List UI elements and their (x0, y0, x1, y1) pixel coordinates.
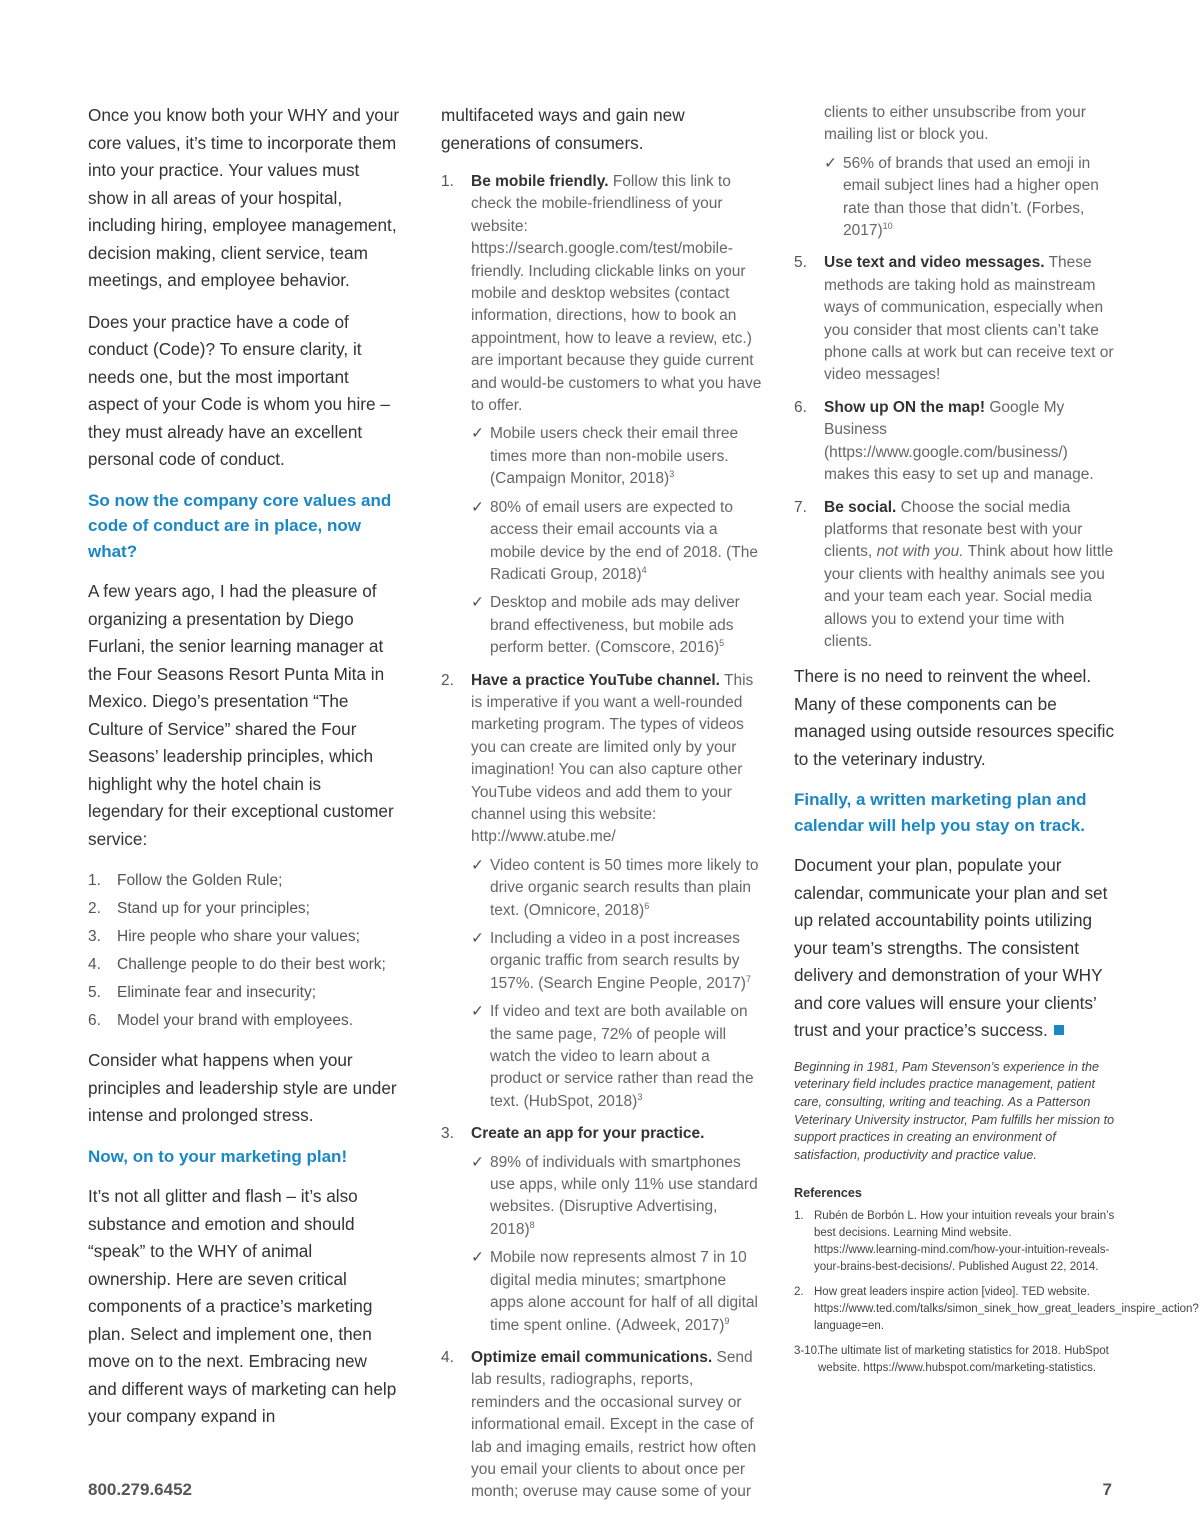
references-title: References (794, 1186, 862, 1201)
tip-create-app: 3. Create an app for your practice. ✓ 89% of individuals with smartphones use apps, while only 11% use standard websites. (Disruptive Advertising, 2018)$^8$ ✓ Mobile now represents almost 7 in 10 digital media minutes; smartphone apps alone account for half of all digital time spent online. (Adweek, 2017)$^9$ (441, 1123, 763, 1337)
closing-paragraph: Document your plan, populate your calendar, communicate your plan and set up related accountability points utilizing your team’s strengths. The consistent delivery and demonstration of your WHY and core values will ensure your clients’ trust and your practice’s success. (794, 855, 1108, 1041)
tip-title: Create an app for your practice. (471, 1125, 705, 1143)
principles-list (88, 867, 400, 1035)
check-item: ✓ Including a video in a post increases organic traffic from search results by 157%. (Search Engine People, 2017)$^7$ (471, 930, 751, 992)
paragraph: A few years ago, I had the pleasure of organizing a presentation by Diego Furlani, the senior learning manager at the Four Seasons Resort Punta Mita in Mexico. Diego’s presentation “The Culture of Service” shared the Four Seasons’ leadership principles, which highlight why the hotel chain is legendary for their exceptional customer service: (88, 581, 394, 849)
author-bio: Beginning in 1981, Pam Stevenson’s experience in the veterinary field includes practice management, patient care, consulting, writing and teaching. As a Patterson Veterinary University instructor, Pam fulfills her mission to support practices in creating an environment of satisfaction, productivity and practice value. (794, 1059, 1115, 1162)
paragraph: Does your practice have a code of conduct (Code)? To ensure clarity, it needs one, but the most important aspect of your Code is whom you hire – they must already have an excellent personal code of conduct. (88, 311, 390, 469)
column-right (794, 102, 1199, 1385)
list-item: 4. Challenge people to do their best work; (88, 956, 386, 973)
section-heading: Finally, a written marketing plan and calendar will help you stay on track. (794, 790, 1087, 835)
checkmark-icon: ✓ (471, 1153, 484, 1171)
marketing-tips-list-continued (794, 102, 1116, 653)
paragraph: Once you know both your WHY and your core values, it’s time to incorporate them into your practice. Your values must show in all areas of your hospital, including hiring, employee management, decision making, client service, team meetings, and employee behavior. (88, 105, 400, 290)
tip-show-up-on-map: 6. Show up ON the map! Google My Business (https://www.google.com/business/) makes this easy to set up and manage. (794, 398, 1094, 484)
checkmark-icon: ✓ (471, 1249, 484, 1267)
checkmark-icon: ✓ (471, 425, 484, 443)
checkmark-icon: ✓ (471, 498, 484, 516)
tip-mobile-friendly: 1. Be mobile friendly. Follow this link to check the mobile-friendliness of your website: https://search.google.com/test/mobile-friendly. Including clickable links on your mobile and desktop websites (contact information, directions, how to book an appointment, how to leave a review, etc.) are important because they guide current and would-be customers to what you have to offer. ✓ Mobile users check their email three times more than non-mobile users. (Campaign Monitor, 2018)$^3$ ✓ 80% of email users are expected to access their email accounts via a mobile device by the end of 2018. (The Radicati Group, 2018)$^4$ ✓ Desktop and mobile ads may deliver brand effectiveness, but mobile ads perform better. (Comscore, 2016)$^5$ (441, 171, 763, 660)
tip-be-social: 7. Be social. Choose the social media platforms that resonate best with your clients, not with you. Think about how little your clients with healthy animals see you and your team each year. Social media allows you to extend your time with clients. (794, 498, 1114, 650)
check-item: ✓ Desktop and mobile ads may deliver brand effectiveness, but mobile ads perform better. (Comscore, 2016)$^5$ (471, 594, 740, 657)
marketing-tips-list (441, 171, 763, 1504)
references-list (794, 1208, 1199, 1377)
tip-youtube-channel: 2. Have a practice YouTube channel. This is imperative if you want a well-rounded marketing program. The types of videos you can create are limited only by your imagination! You can also capture other YouTube videos and add them to your channel using this website: http://www.atube.me/ ✓ Video content is 50 times more likely to drive organic search results than plain text. (Omnicore, 2018)$^6$ ✓ Including a video in a post increases organic traffic from search results by 157%. (Search Engine People, 2017)$^7$ ✓ If video and text are both available on the same page, 72% of people will watch the video to learn about a product or service rather than read the text. (HubSpot, 2018)$^3$ (441, 670, 763, 1114)
check-item: ✓ Mobile users check their email three times more than non-mobile users. (Campaign Monitor, 2018)$^3$ (471, 425, 739, 488)
footer-phone-number: 800.279.6452 (88, 1480, 192, 1499)
list-item: 6. Model your brand with employees. (88, 1012, 354, 1029)
tip-title: Be mobile friendly. (471, 173, 609, 190)
checkmark-icon: ✓ (471, 1003, 484, 1021)
page-number: 7 (1102, 1480, 1112, 1499)
column-left (88, 102, 400, 1445)
tip-text-video-messages: 5. Use text and video messages. These methods are taking hold as mainstream ways of communication, especially when you consider that most clients can’t take phone calls at work but can receive text or video messages! (794, 254, 1114, 384)
list-item: 3. Hire people who share your values; (88, 928, 360, 945)
check-item: ✓ Mobile now represents almost 7 in 10 digital media minutes; smartphone apps alone account for half of all digital time spent online. (Adweek, 2017)$^9$ (471, 1249, 758, 1334)
checkmark-icon: ✓ (824, 154, 837, 172)
checkmark-icon: ✓ (471, 930, 484, 947)
list-item: 1. Follow the Golden Rule; (88, 872, 283, 889)
end-mark-icon (1054, 1025, 1064, 1035)
column-middle (441, 102, 763, 1514)
tip-title: Show up ON the map! (824, 398, 986, 416)
reference-item: 1. Rubén de Borbón L. How your intuition reveals your brain’s best decisions. Learning Mind website. https://www.learning-mind.com/how-your-intuition-reveals-your-brains-best-decisions/. Published August 22, 2014. (794, 1210, 1115, 1274)
tip-email-communications: 4. Optimize email communications. Send lab results, radiographs, reports, reminders and the occasional survey or informational email. Except in the case of lab and imaging emails, restrict how often you email your clients to about once per month; overuse may cause some of your (441, 1348, 757, 1501)
check-item: ✓ 89% of individuals with smartphones use apps, while only 11% use standard websites. (Disruptive Advertising, 2018)$^8$ (471, 1153, 758, 1238)
list-item: 2. Stand up for your principles; (88, 900, 310, 917)
checkmark-icon: ✓ (471, 856, 484, 874)
tip-title: Be social. (824, 498, 897, 516)
check-item: ✓ 80% of email users are expected to access their email accounts via a mobile device by the end of 2018. (The Radicati Group, 2018)$^4$ (471, 498, 758, 583)
paragraph: There is no need to reinvent the wheel. Many of these components can be managed using outside resources specific to the veterinary industry. (794, 666, 1115, 769)
paragraph: Consider what happens when your principles and leadership style are under intense and prolonged stress. (88, 1050, 397, 1125)
check-item: ✓ 56% of brands that used an emoji in email subject lines had a higher open rate than those that didn’t. (Forbes, 2017)$^{10}$ (824, 154, 1099, 240)
tip-title: Have a practice YouTube channel. (471, 671, 720, 689)
check-item: ✓ If video and text are both available on the same page, 72% of people will watch the video to learn about a product or service rather than read the text. (HubSpot, 2018)$^3$ (471, 1003, 754, 1110)
check-item: ✓ Video content is 50 times more likely to drive organic search results than plain text. (Omnicore, 2018)$^6$ (471, 856, 759, 919)
paragraph: multifaceted ways and gain new generations of consumers. (441, 105, 685, 153)
tip-email-continued: clients to either unsubscribe from your mailing list or block you. ✓ 56% of brands that used an emoji in email subject lines had a higher open rate than those that didn’t. (Forbes, 2017)$^{10}$ (794, 102, 1116, 242)
reference-item: 2. How great leaders inspire action [video]. TED website. https://www.ted.com/talks/simon_sinek_how_great_leaders_inspire_action?language=en. (794, 1286, 1199, 1333)
tip-title: Use text and video messages. (824, 254, 1045, 272)
tip-title: Optimize email communications. (471, 1348, 713, 1366)
section-heading: Now, on to your marketing plan! (88, 1146, 348, 1166)
list-item: 5. Eliminate fear and insecurity; (88, 984, 317, 1001)
section-heading: So now the company core values and code of conduct are in place, now what? (88, 490, 392, 561)
reference-item: 3-10. The ultimate list of marketing statistics for 2018. HubSpot website. https://www.hubspot.com/marketing-statistics. (794, 1345, 1109, 1375)
paragraph: It’s not all glitter and flash – it’s also substance and emotion and should “speak” to the WHY of animal ownership. Here are seven critical components of a practice’s marketing plan. Select and implement one, then move on to the next. Embracing new and different ways of marketing can help your company expand in (88, 1186, 397, 1426)
checkmark-icon: ✓ (471, 594, 484, 612)
